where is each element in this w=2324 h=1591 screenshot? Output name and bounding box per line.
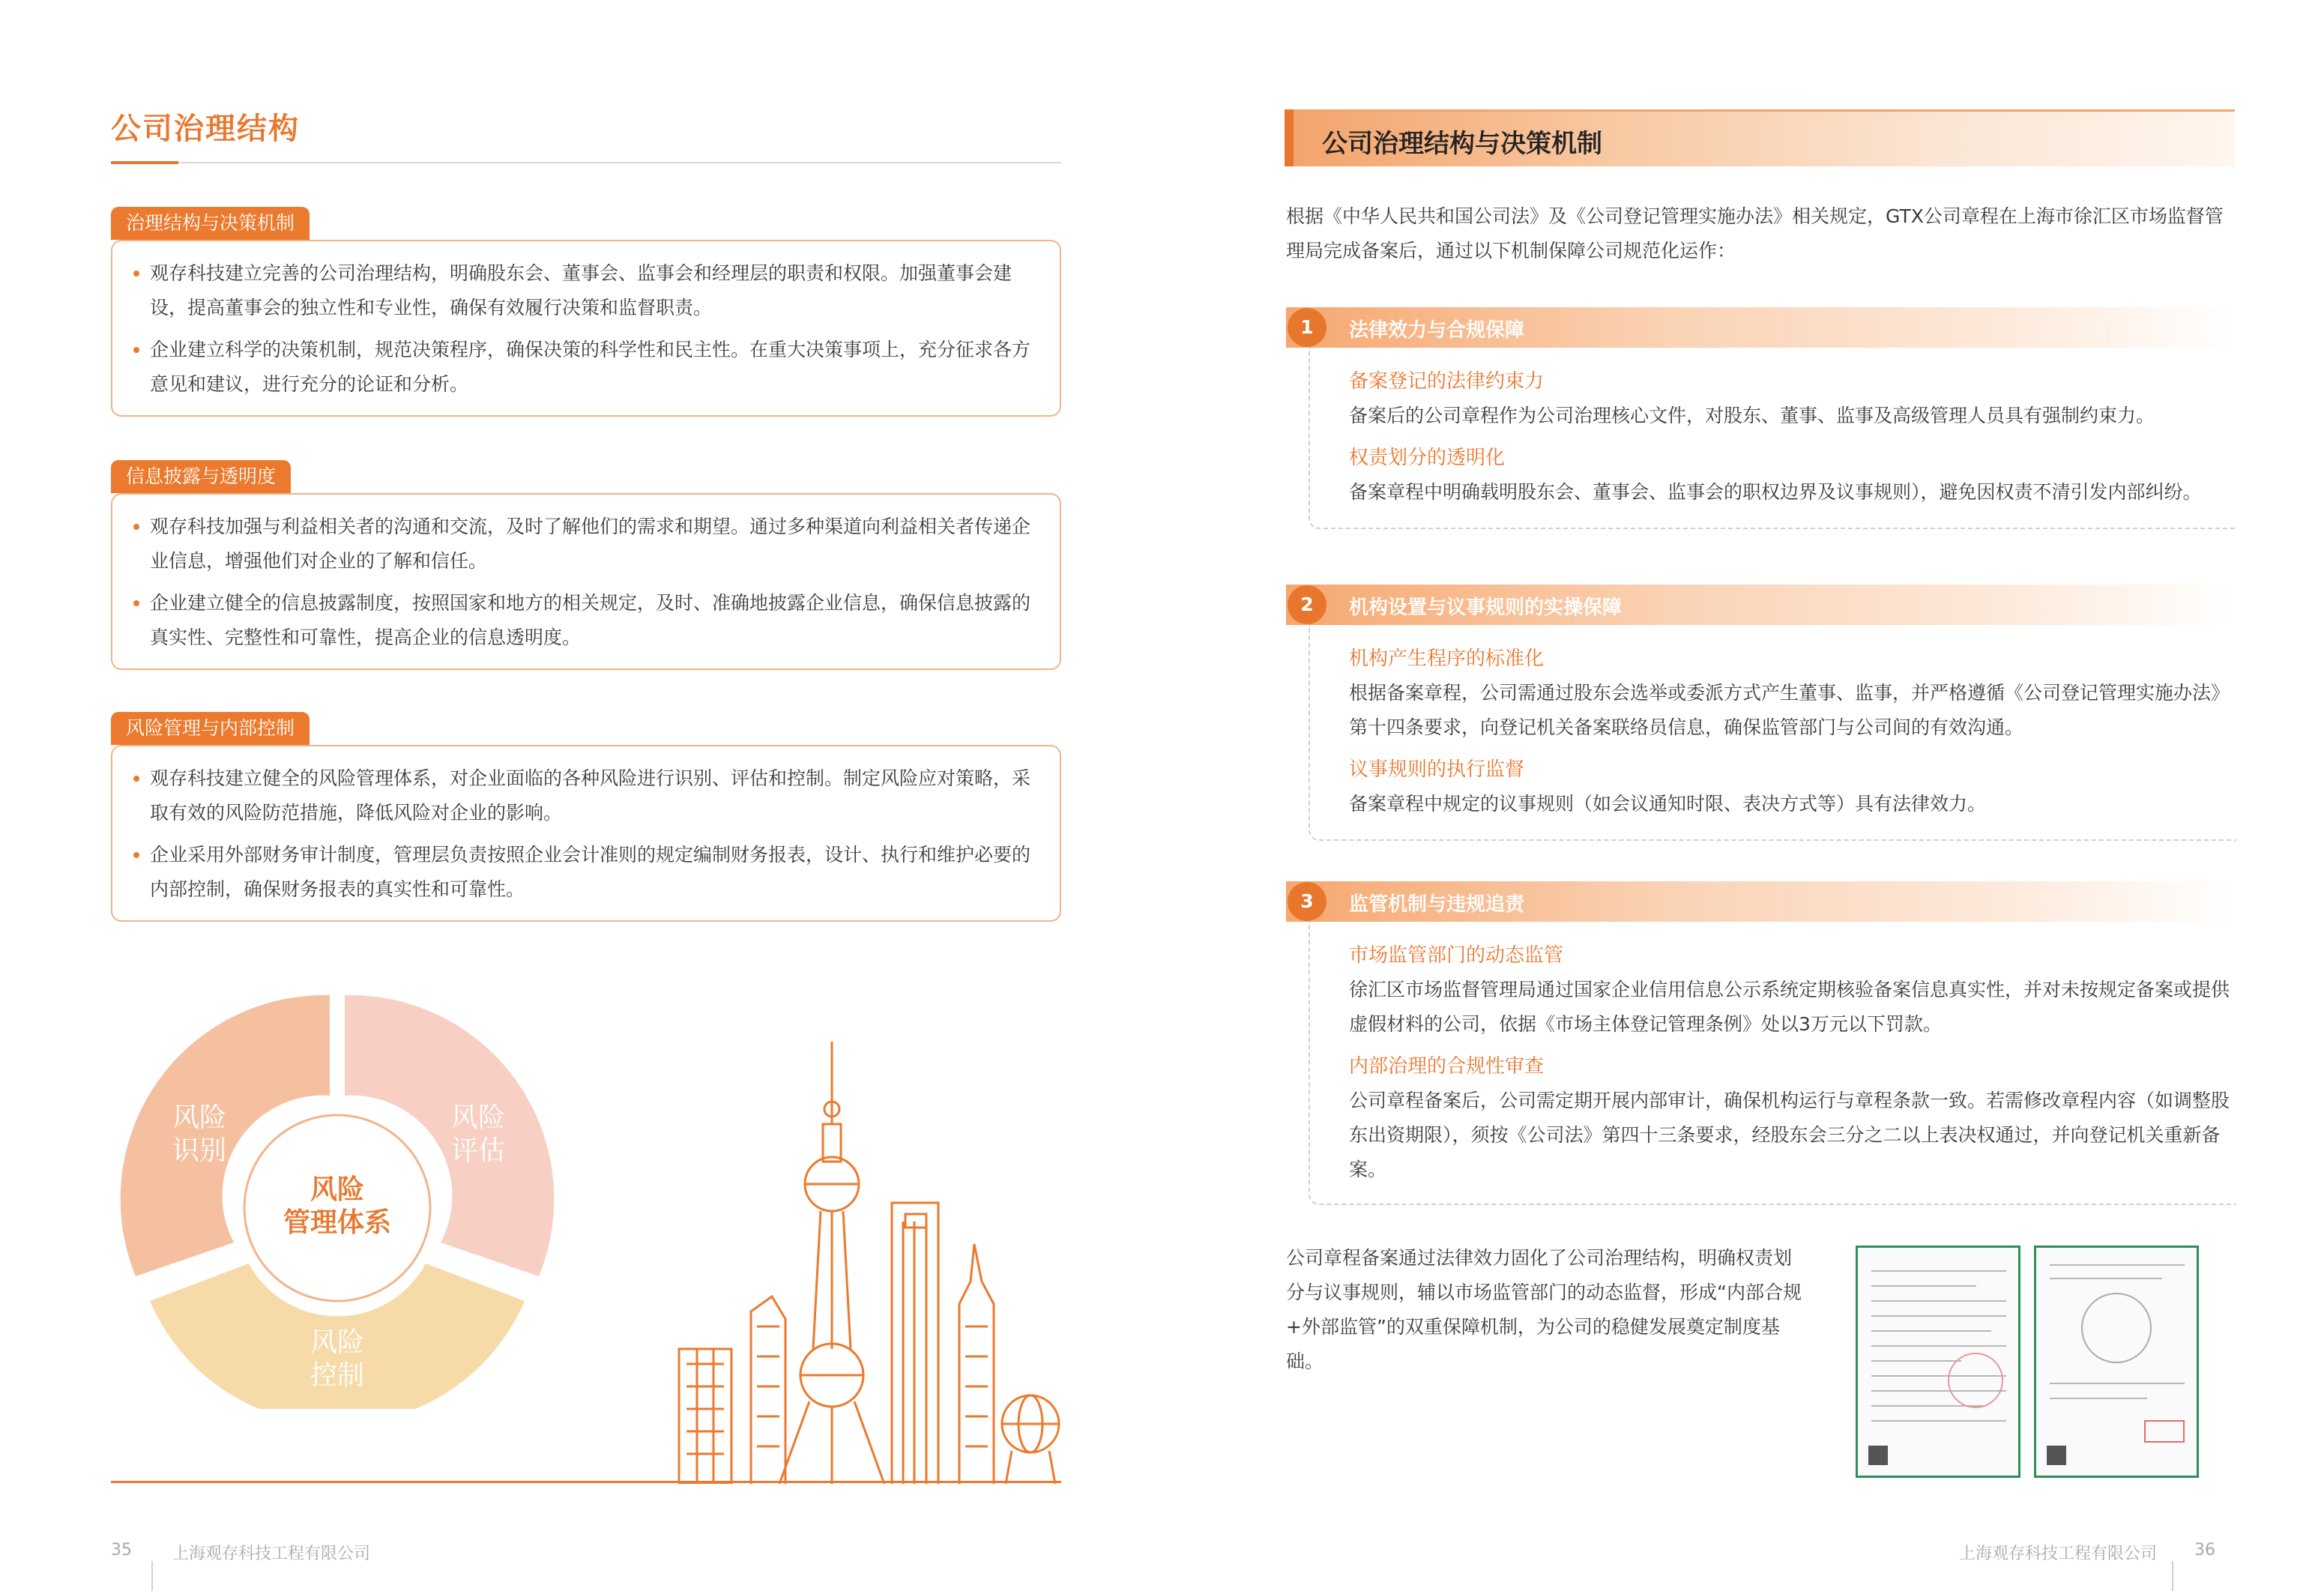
donut-label-line: 风险	[450, 1102, 505, 1133]
donut-label-identify	[147, 1102, 252, 1168]
sub-text: 备案章程中规定的议事规则（如会议通知时限、表决方式等）具有法律效力。	[1349, 793, 1987, 815]
footer-divider	[151, 1561, 153, 1591]
sub-text: 备案后的公司章程作为公司治理核心文件，对股东、董事、监事及高级管理人员具有强制约束力。	[1349, 405, 2155, 426]
sub-title: 权责划分的透明化	[1349, 447, 1506, 469]
bullet-item: 观存科技建立健全的风险管理体系，对企业面临的各种风险进行识别、评估和控制。制定风险应对策略，采取有效的风险防范措施，降低风险对企业的影响。	[133, 761, 1039, 830]
banner-top-line	[1294, 109, 2235, 112]
sub-text: 备案章程中明确载明股东会、董事会、监事会的职权边界及议事规则），避免因权责不清引发内部纠纷。	[1349, 481, 2202, 503]
section-tab-risk: 风险管理与内部控制	[111, 712, 310, 745]
sub-text: 根据备案章程，公司需通过股东会选举或委派方式产生董事、监事，并严格遵循《公司登记管理实施办法》第十四条要求，向登记机关备案联络员信息，确保监管部门与公司间的有效沟通。	[1349, 682, 2230, 738]
sub-title: 市场监管部门的动态监管	[1349, 944, 1564, 967]
donut-label-line: 风险	[310, 1327, 364, 1358]
stamp-icon	[2144, 1420, 2185, 1443]
donut-label-line: 评估	[450, 1135, 505, 1166]
banner-title: 公司治理结构与决策机制	[1322, 129, 1602, 159]
seal-icon	[2081, 1293, 2152, 1363]
section-tab-disclosure: 信息披露与透明度	[111, 460, 291, 493]
document-thumbnail[interactable]	[1856, 1246, 2020, 1478]
page-number: 36	[2194, 1541, 2215, 1560]
item-content-3	[1349, 938, 2241, 1187]
donut-center-line: 风险	[310, 1174, 364, 1205]
qr-code-icon	[1868, 1446, 1888, 1465]
summary-paragraph: 公司章程备案通过法律效力固化了公司治理结构，明确权责划分与议事规则，辅以市场监管部门的动态监督，形成“内部合规+外部监管”的双重保障机制，为公司的稳健发展奠定制度基础。	[1286, 1247, 1802, 1372]
document-thumbnail[interactable]	[2034, 1246, 2199, 1478]
section-box-risk	[111, 745, 1061, 922]
sub-text: 公司章程备案后，公司需定期开展内部审计，确保机构运行与章程条款一致。若需修改章程内容（如调整股东出资期限），须按《公司法》第四十三条要求，经股东会三分之二以上表决权通过，并向登记机关重新备案。	[1349, 1090, 2230, 1180]
item-number-1: 1	[1288, 308, 1327, 347]
donut-center-line: 管理体系	[283, 1207, 391, 1238]
footer-company: 上海观存科技工程有限公司	[1959, 1545, 2158, 1563]
item-number-3: 3	[1288, 882, 1327, 921]
banner-accent	[1285, 109, 1294, 166]
bullet-item: 企业采用外部财务审计制度，管理层负责按照企业会计准则的规定编制财务报表，设计、执行和维护必要的内部控制，确保财务报表的真实性和可靠性。	[133, 838, 1039, 907]
section-box-governance	[111, 240, 1061, 417]
section-tab-governance: 治理结构与决策机制	[111, 207, 310, 240]
item-content-2	[1349, 641, 2241, 821]
sub-text: 徐汇区市场监督管理局通过国家企业信用信息公示系统定期核验备案信息真实性，并对未按规定备案或提供虚假材料的公司，依据《市场主体登记管理条例》处以3万元以下罚款。	[1349, 979, 2230, 1035]
bullet-item: 观存科技加强与利益相关者的沟通和交流，及时了解他们的需求和期望。通过多种渠道向利益相关者传递企业信息，增强他们对企业的了解和信任。	[133, 510, 1039, 579]
item-title-1: 法律效力与合规保障	[1349, 319, 1525, 342]
footer-divider	[2172, 1561, 2173, 1591]
sub-title: 机构产生程序的标准化	[1349, 647, 1545, 670]
donut-label-line: 识别	[172, 1135, 226, 1166]
donut-label-line: 控制	[310, 1360, 364, 1391]
bullet-item: 企业建立健全的信息披露制度，按照国家和地方的相关规定，及时、准确地披露企业信息，确保信息披露的真实性、完整性和可靠性，提高企业的信息透明度。	[133, 586, 1039, 655]
intro-paragraph: 根据《中华人民共和国公司法》及《公司登记管理实施办法》相关规定，GTX公司章程在上海市徐汇区市场监督管理局完成备案后，通过以下机制保障公司规范化运作：	[1286, 205, 2224, 262]
sub-title: 内部治理的合规性审查	[1349, 1055, 1545, 1078]
section-box-disclosure	[111, 493, 1061, 670]
title-divider	[111, 162, 1061, 163]
bullet-item: 企业建立科学的决策机制，规范决策程序，确保决策的科学性和民主性。在重大决策事项上，充分征求各方意见和建议，进行充分的论证和分析。	[133, 333, 1039, 402]
ground-line	[111, 1481, 1061, 1483]
item-title-3: 监管机制与违规追责	[1349, 893, 1525, 916]
sub-title: 备案登记的法律约束力	[1349, 370, 1545, 393]
donut-center-label	[262, 1174, 412, 1240]
sub-title: 议事规则的执行监督	[1349, 758, 1525, 781]
donut-label-assess	[426, 1102, 531, 1168]
donut-label-control	[285, 1326, 390, 1392]
footer-company: 上海观存科技工程有限公司	[172, 1545, 371, 1563]
item-content-1	[1349, 364, 2241, 510]
item-title-2: 机构设置与议事规则的实操保障	[1349, 597, 1623, 619]
skyline-illustration	[660, 1034, 1064, 1484]
seal-icon	[1948, 1353, 2003, 1408]
page-number: 35	[111, 1541, 132, 1560]
page-title: 公司治理结构	[111, 112, 300, 146]
bullet-item: 观存科技建立完善的公司治理结构，明确股东会、董事会、监事会和经理层的职责和权限。加强董事会建设，提高董事会的独立性和专业性，确保有效履行决策和监督职责。	[133, 256, 1039, 325]
item-number-2: 2	[1288, 585, 1327, 624]
qr-code-icon	[2047, 1446, 2066, 1465]
donut-label-line: 风险	[172, 1102, 226, 1133]
title-divider-accent	[111, 161, 178, 164]
